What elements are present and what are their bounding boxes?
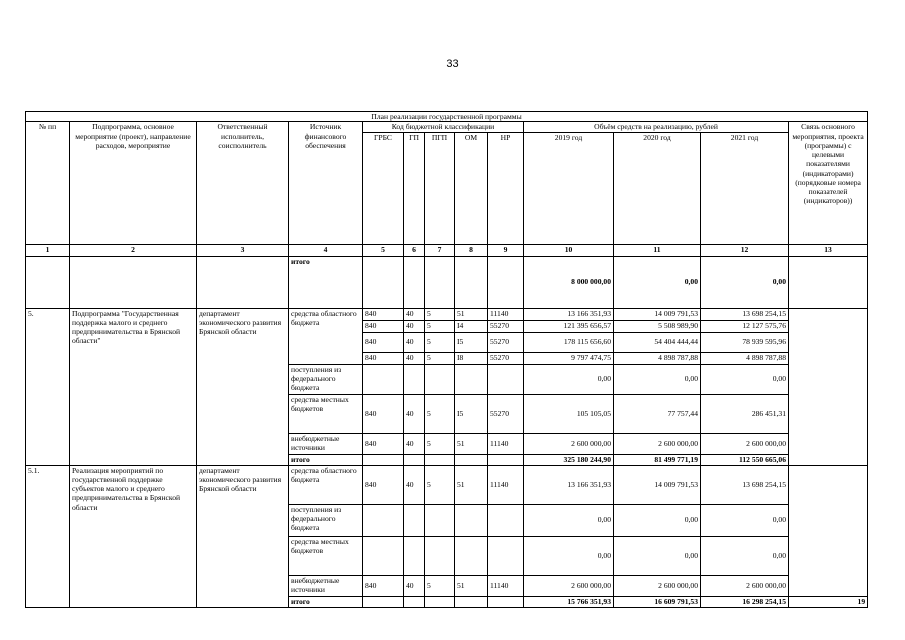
header-year-2020: 2020 год	[614, 132, 701, 244]
amount-2019: 121 395 656,57	[524, 320, 614, 332]
amount-2020: 54 404 444,44	[614, 332, 701, 352]
amount-2019: 2 600 000,00	[524, 575, 614, 596]
col-number: 3	[197, 244, 289, 256]
activity-name: Реализация мероприятий по государственной поддержке субъектов малого и среднего предпринимательства в Брянской области	[70, 465, 197, 607]
amount-2020: 2 600 000,00	[614, 575, 701, 596]
header-funding-source: Источник финансового обеспечения	[289, 122, 363, 244]
executor: департамент экономического развития Брянской области	[197, 308, 289, 465]
code-pgp: 5	[425, 320, 455, 332]
amount-2019: 0,00	[524, 504, 614, 536]
col-number: 9	[488, 244, 524, 256]
code-om: I5	[455, 332, 488, 352]
code-np: 55270	[488, 352, 524, 364]
amount-2019: 0,00	[524, 536, 614, 575]
source-total: итого	[289, 454, 363, 465]
amount-2020: 14 009 791,53	[614, 465, 701, 504]
empty-cell	[70, 256, 197, 308]
amount-2021: 286 451,31	[701, 394, 789, 433]
amount-2021: 0,00	[701, 536, 789, 575]
col-number: 5	[363, 244, 404, 256]
col-number: 11	[614, 244, 701, 256]
amount-2020: 14 009 791,53	[614, 308, 701, 320]
code-np: 55270	[488, 320, 524, 332]
source-federal: поступления из федерального бюджета	[289, 364, 363, 394]
code-pgp: 5	[425, 352, 455, 364]
code-om: 51	[455, 433, 488, 454]
source-regional-budget: средства областного бюджета	[289, 308, 363, 364]
code-om: I5	[455, 394, 488, 433]
code-grbs: 840	[363, 433, 404, 454]
amount-2019: 105 105,05	[524, 394, 614, 433]
code-np: 11140	[488, 575, 524, 596]
amount-2019: 178 115 656,60	[524, 332, 614, 352]
indicator-link-cell	[789, 308, 868, 465]
header-pgp: ПГП	[425, 132, 455, 244]
code-om: 51	[455, 308, 488, 320]
amount-2021: 78 939 595,96	[701, 332, 789, 352]
amount-2020: 4 898 787,88	[614, 352, 701, 364]
code-np: 55270	[488, 394, 524, 433]
col-number: 2	[70, 244, 197, 256]
total-2019: 8 000 000,00	[524, 256, 614, 308]
source-local: средства местных бюджетов	[289, 536, 363, 575]
col-number: 6	[404, 244, 425, 256]
col-number: 12	[701, 244, 789, 256]
col-number: 7	[425, 244, 455, 256]
code-gp: 40	[404, 332, 425, 352]
code-gp: 40	[404, 394, 425, 433]
executor: департамент экономического развития Брянской области	[197, 465, 289, 607]
amount-2020: 77 757,44	[614, 394, 701, 433]
total-2020: 16 609 791,53	[614, 596, 701, 607]
amount-2020: 2 600 000,00	[614, 433, 701, 454]
amount-2021: 2 600 000,00	[701, 433, 789, 454]
code-pgp: 5	[425, 575, 455, 596]
code-grbs: 840	[363, 465, 404, 504]
source-extrabudgetary: внебюджетные источники	[289, 433, 363, 454]
row-number: 5.1.	[26, 465, 70, 607]
header-gp: ГП	[404, 132, 425, 244]
code-om: I4	[455, 320, 488, 332]
source-total: итого	[289, 256, 363, 308]
header-indicator-link: Связь основного мероприятия, проекта (программы) с целевыми показателями (индикаторами) (порядковые номера показателей (индикаторов))	[789, 122, 868, 244]
total-2021: 112 550 665,06	[701, 454, 789, 465]
code-np: 55270	[488, 332, 524, 352]
source-total: итого	[289, 596, 363, 607]
code-pgp: 5	[425, 433, 455, 454]
header-subprogram: Подпрограмма, основное мероприятие (проект), направление расходов, мероприятие	[70, 122, 197, 244]
col-number: 4	[289, 244, 363, 256]
code-np: 11140	[488, 465, 524, 504]
row-number: 5.	[26, 308, 70, 465]
total-2021: 16 298 254,15	[701, 596, 789, 607]
amount-2020: 0,00	[614, 536, 701, 575]
amount-2020: 5 508 989,90	[614, 320, 701, 332]
code-np: 11140	[488, 308, 524, 320]
code-gp: 40	[404, 352, 425, 364]
col-number: 1	[26, 244, 70, 256]
amount-2021: 0,00	[701, 504, 789, 536]
total-2020: 0,00	[614, 256, 701, 308]
header-np: НР	[488, 132, 524, 244]
code-grbs: 840	[363, 394, 404, 433]
code-gp: 40	[404, 308, 425, 320]
amount-2020: 0,00	[614, 364, 701, 394]
code-om: 51	[455, 575, 488, 596]
total-2019: 325 180 244,90	[524, 454, 614, 465]
code-gp: 40	[404, 465, 425, 504]
total-2021: 0,00	[701, 256, 789, 308]
col-number: 13	[789, 244, 868, 256]
code-grbs: 840	[363, 575, 404, 596]
header-budget-code-group: Код бюджетной классификации	[363, 122, 524, 132]
code-pgp: 5	[425, 308, 455, 320]
amount-2019: 13 166 351,93	[524, 308, 614, 320]
amount-2019: 0,00	[524, 364, 614, 394]
col-number: 10	[524, 244, 614, 256]
amount-2019: 13 166 351,93	[524, 465, 614, 504]
source-regional-budget: средства областного бюджета	[289, 465, 363, 504]
header-year-2021: 2021 год	[701, 132, 789, 244]
empty-cell	[197, 256, 289, 308]
source-extrabudgetary: внебюджетные источники	[289, 575, 363, 596]
code-gp: 40	[404, 433, 425, 454]
code-np: 11140	[488, 433, 524, 454]
col-number: 8	[455, 244, 488, 256]
amount-2021: 2 600 000,00	[701, 575, 789, 596]
header-year-2019: 2019 год	[524, 132, 614, 244]
code-om: 51	[455, 465, 488, 504]
code-pgp: 5	[425, 394, 455, 433]
program-plan-table	[25, 111, 868, 608]
table-caption: План реализации государственной программы	[26, 112, 868, 122]
page-number: 33	[446, 58, 459, 70]
header-number: № пп	[26, 122, 70, 244]
total-2020: 81 499 771,19	[614, 454, 701, 465]
code-gp: 40	[404, 320, 425, 332]
code-pgp: 5	[425, 332, 455, 352]
code-grbs: 840	[363, 332, 404, 352]
code-om: I8	[455, 352, 488, 364]
indicator-link-value: 19	[789, 596, 868, 607]
source-federal: поступления из федерального бюджета	[289, 504, 363, 536]
amount-2019: 2 600 000,00	[524, 433, 614, 454]
code-pgp: 5	[425, 465, 455, 504]
amount-2019: 9 797 474,75	[524, 352, 614, 364]
total-2019: 15 766 351,93	[524, 596, 614, 607]
amount-2021: 13 698 254,15	[701, 465, 789, 504]
amount-2021: 0,00	[701, 364, 789, 394]
code-grbs: 840	[363, 320, 404, 332]
empty-cell	[26, 256, 70, 308]
code-gp: 40	[404, 575, 425, 596]
subprogram-name: Подпрограмма "Государственная поддержка малого и среднего предпринимательства в Брянской области"	[70, 308, 197, 465]
indicator-link-cell	[789, 465, 868, 596]
code-grbs: 840	[363, 352, 404, 364]
source-local: средства местных бюджетов	[289, 394, 363, 433]
header-om: ОМ	[455, 132, 488, 244]
amount-2021: 4 898 787,88	[701, 352, 789, 364]
amount-2021: 13 698 254,15	[701, 308, 789, 320]
header-grbs: ГРБС	[363, 132, 404, 244]
code-grbs: 840	[363, 308, 404, 320]
amount-2020: 0,00	[614, 504, 701, 536]
header-funds-group: Объём средств на реализацию, рублей	[524, 122, 789, 132]
header-executor: Ответственный исполнитель, соисполнитель	[197, 122, 289, 244]
amount-2021: 12 127 575,76	[701, 320, 789, 332]
